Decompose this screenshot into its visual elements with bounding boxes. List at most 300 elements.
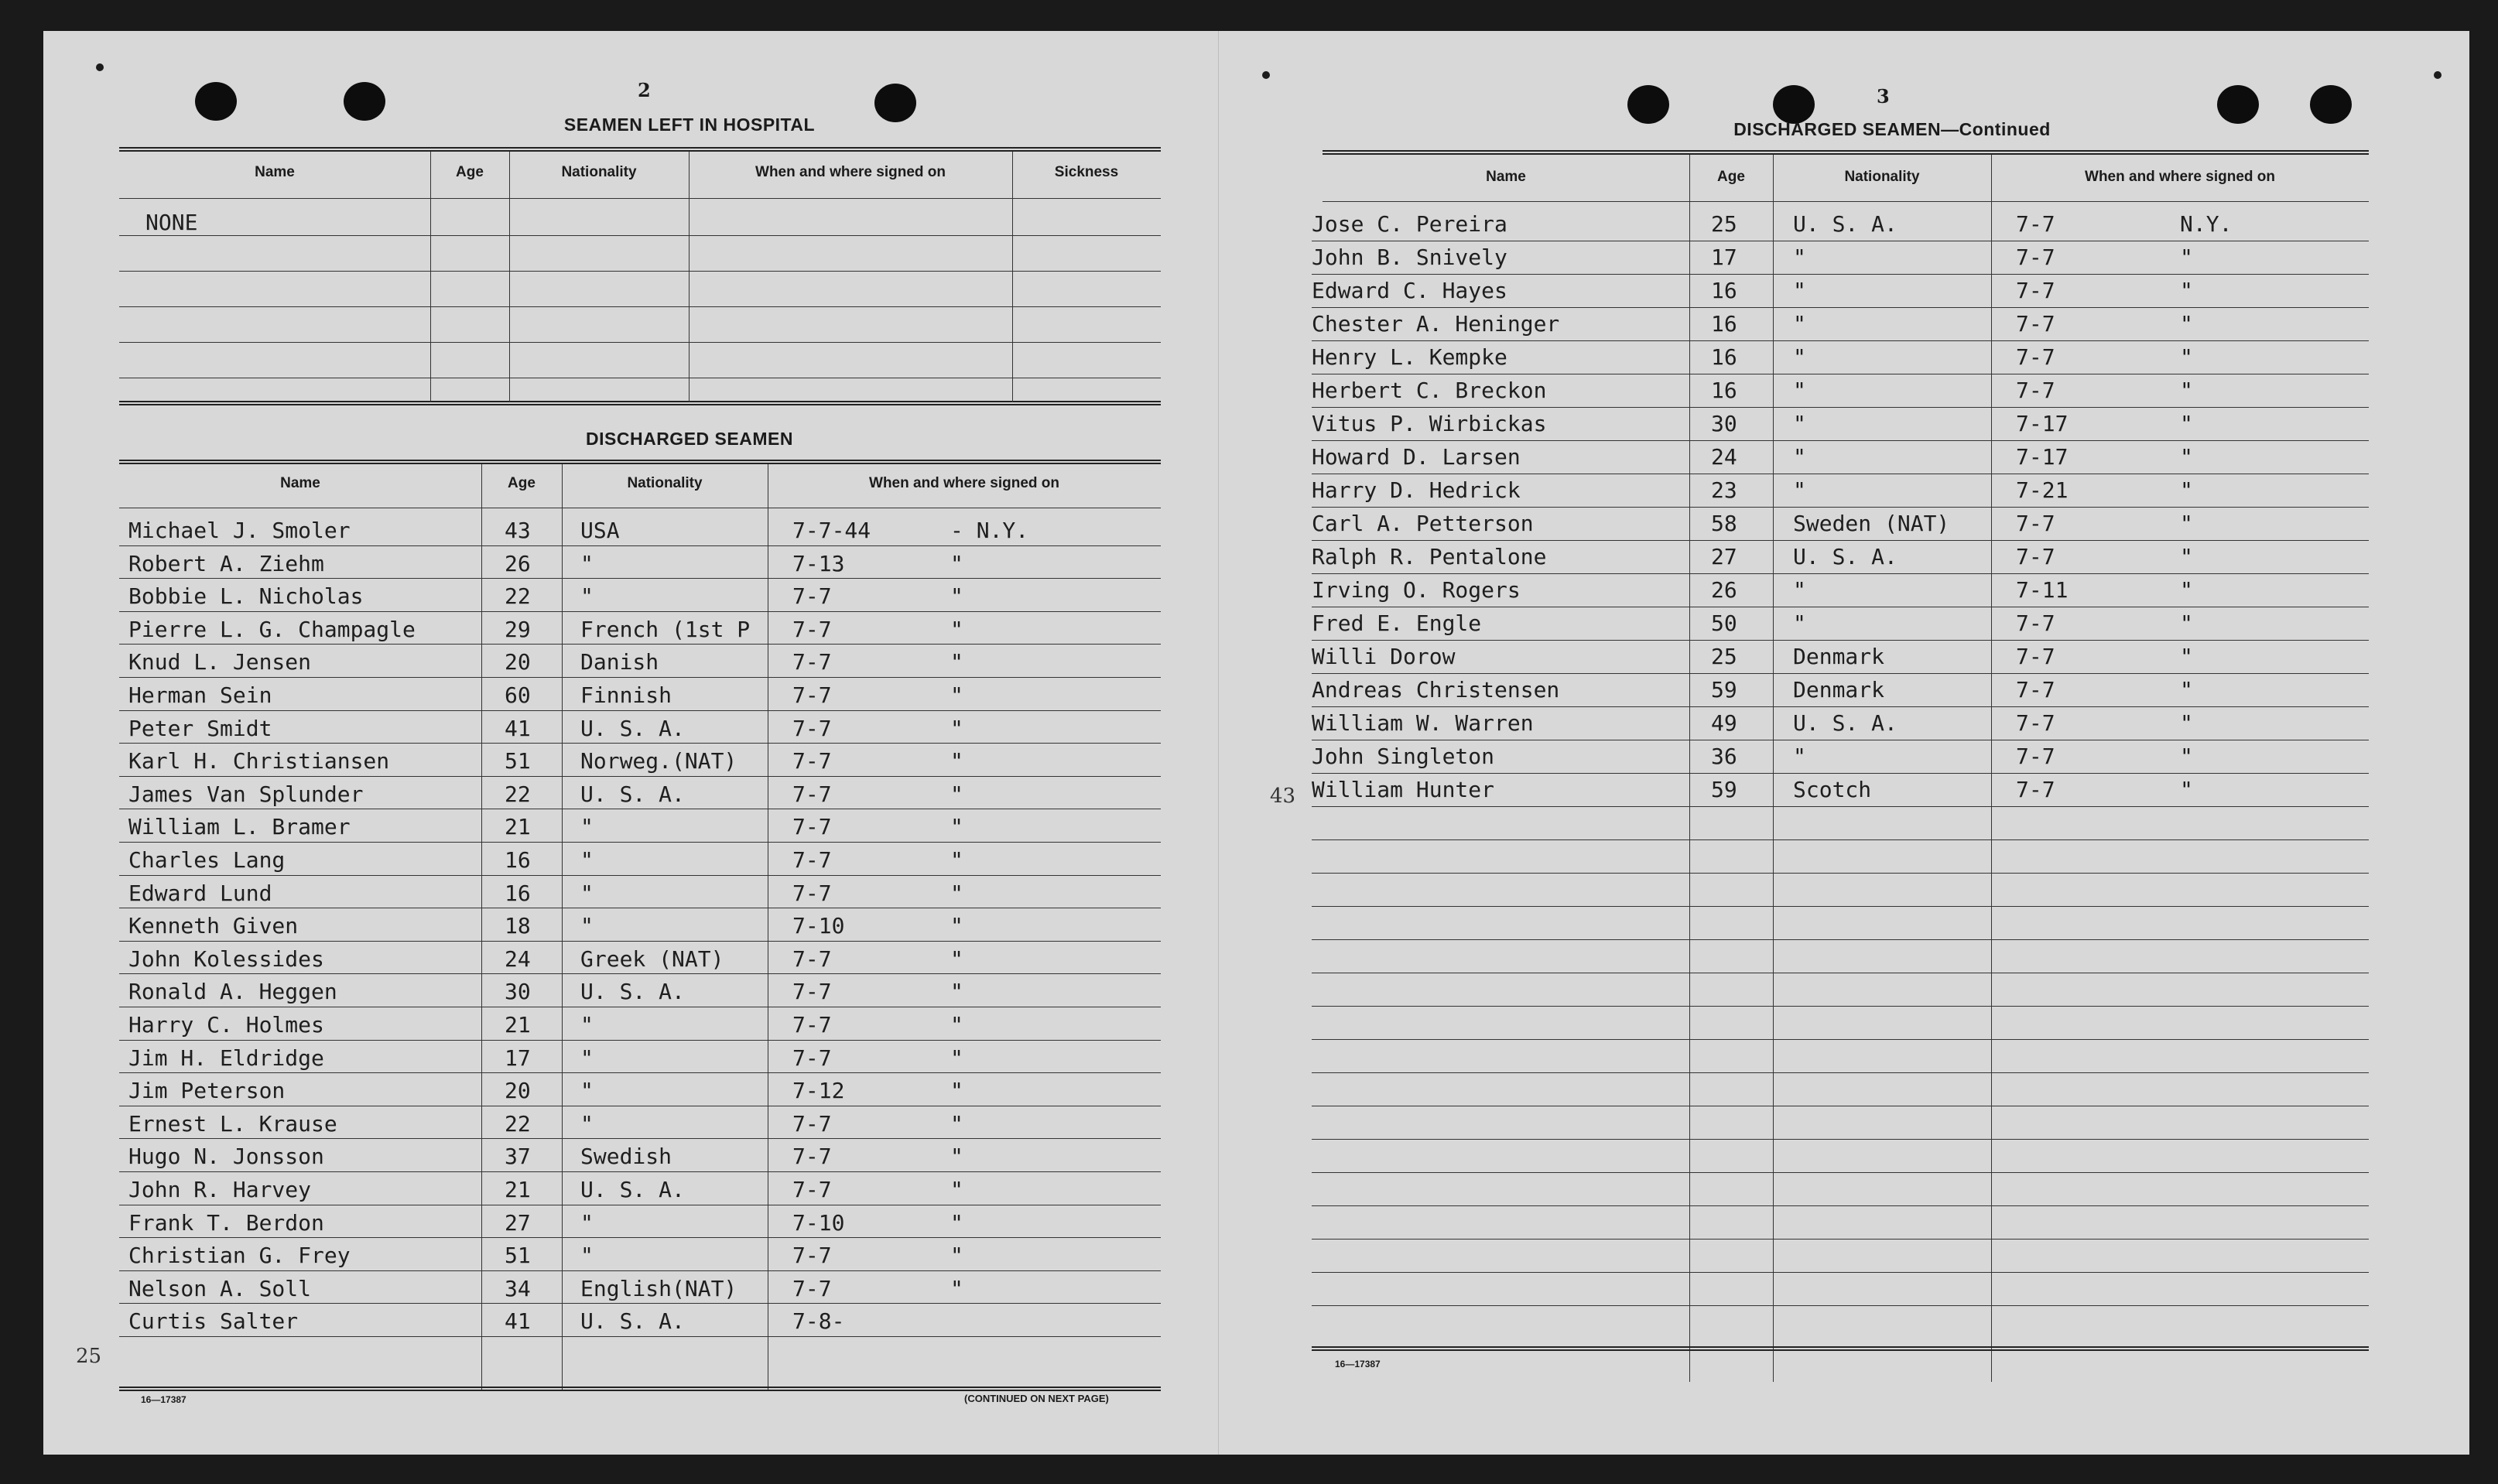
- cell-place: ": [950, 945, 963, 972]
- cell-name: Ronald A. Heggen: [128, 979, 337, 1005]
- cell-age: 29: [505, 616, 531, 642]
- punch-hole: [195, 82, 237, 121]
- cell-name: Curtis Salter: [128, 1308, 299, 1335]
- cell-age: 37: [505, 1144, 531, 1170]
- table-row-rule: [119, 842, 1161, 843]
- cell-name: Jose C. Pereira: [1312, 211, 1507, 237]
- cell-nationality: ": [1793, 311, 1806, 337]
- cell-nationality: Denmark: [1793, 677, 1885, 703]
- cell-name: Frank T. Berdon: [128, 1209, 324, 1236]
- cell-name: Christian G. Frey: [128, 1243, 351, 1269]
- cell-name: Knud L. Jensen: [128, 649, 312, 675]
- cell-name: Henry L. Kempke: [1312, 344, 1507, 370]
- punch-hole: [1627, 85, 1669, 124]
- column-divider: [1689, 155, 1690, 1382]
- column-divider: [1773, 155, 1774, 1382]
- cell-age: 21: [505, 1177, 531, 1202]
- cell-date: 7-7: [792, 616, 832, 642]
- table-row-rule: [1312, 673, 2369, 674]
- table-row-rule: [1312, 307, 2369, 308]
- table-row-rule: [119, 743, 1161, 744]
- cell-name: Howard D. Larsen: [1312, 444, 1521, 470]
- table-row-rule: [119, 644, 1161, 645]
- table-row-rule: [1312, 407, 2369, 408]
- cell-place: ": [2180, 744, 2193, 769]
- table-row-rule: [119, 1138, 1161, 1139]
- table-row-rule: [119, 1072, 1161, 1073]
- cell-name: Andreas Christensen: [1312, 677, 1560, 703]
- col-header-age: Age: [508, 475, 536, 491]
- col-header-nationality: Nationality: [627, 475, 703, 491]
- cell-date: 7-7: [792, 1243, 832, 1269]
- cell-date: 7-7: [2016, 744, 2055, 769]
- cell-name: John B. Snively: [1312, 244, 1507, 270]
- cell-nationality: Greek (NAT): [580, 945, 724, 972]
- cell-date: 7-7: [2016, 677, 2055, 703]
- cell-name: John Singleton: [1312, 744, 1495, 769]
- cell-date: 7-7: [2016, 710, 2055, 736]
- cell-name: Charles Lang: [128, 847, 286, 873]
- table-row-rule: [119, 875, 1161, 876]
- cell-date: 7-13: [792, 550, 845, 576]
- col-header-name: Name: [1486, 169, 1526, 185]
- table-row-rule: [1312, 573, 2369, 574]
- cell-date: 7-7: [792, 583, 832, 610]
- cell-nationality: ": [580, 913, 594, 939]
- cell-nationality: Swedish: [580, 1144, 672, 1170]
- cell-place: ": [950, 1209, 963, 1236]
- cell-nationality: Scotch: [1793, 777, 1872, 802]
- cell-date: 7-8-: [792, 1308, 845, 1335]
- cell-age: 22: [505, 583, 531, 610]
- cell-name: Kenneth Given: [128, 913, 299, 939]
- cell-place: ": [2180, 444, 2193, 470]
- cell-name: Chester A. Heninger: [1312, 311, 1560, 337]
- discharged-continued-title: DISCHARGED SEAMEN—Continued: [1733, 119, 2051, 139]
- cell-place: ": [950, 781, 963, 807]
- cell-name: Harry D. Hedrick: [1312, 477, 1521, 503]
- cell-date: 7-7: [792, 1275, 832, 1301]
- cell-place: ": [2180, 477, 2193, 503]
- cell-nationality: ": [580, 1078, 594, 1104]
- table-top-rule: [119, 147, 1161, 152]
- cell-place: ": [950, 1144, 963, 1170]
- cell-age: 23: [1711, 477, 1737, 503]
- page-number: 2: [638, 79, 651, 101]
- punch-hole: [344, 82, 385, 121]
- cell-date: 7-7: [792, 814, 832, 840]
- cell-nationality: ": [1793, 344, 1806, 370]
- cell-name: Jim H. Eldridge: [128, 1045, 324, 1071]
- cell-place: ": [950, 583, 963, 610]
- cell-date: 7-7: [792, 1177, 832, 1202]
- punch-hole: [2217, 85, 2259, 124]
- table-header-rule: [119, 198, 1161, 199]
- table-row-rule: [119, 611, 1161, 612]
- cell-place: ": [2180, 544, 2193, 569]
- cell-place: ": [2180, 710, 2193, 736]
- cell-age: 30: [1711, 411, 1737, 436]
- table-row-rule: [1312, 540, 2369, 541]
- cell-age: 27: [505, 1209, 531, 1236]
- cell-date: 7-17: [2016, 444, 2069, 470]
- cell-name: Harry C. Holmes: [128, 1012, 324, 1038]
- cell-date: 7-7: [792, 781, 832, 807]
- table-bottom-rule: [119, 401, 1161, 405]
- table-row-rule: [1312, 906, 2369, 907]
- cell-place: ": [950, 748, 963, 774]
- cell-nationality: Denmark: [1793, 644, 1885, 669]
- cell-name: Ernest L. Krause: [128, 1110, 337, 1137]
- column-divider: [1991, 155, 1992, 1382]
- cell-date: 7-7: [2016, 644, 2055, 669]
- cell-name: Hugo N. Jonsson: [128, 1144, 324, 1170]
- cell-date: 7-7: [792, 880, 832, 906]
- cell-nationality: ": [1793, 477, 1806, 503]
- cell-date: 7-10: [792, 1209, 845, 1236]
- form-number: 16—17387: [141, 1394, 186, 1405]
- cell-place: ": [2180, 577, 2193, 603]
- cell-nationality: U. S. A.: [1793, 211, 1897, 237]
- col-header-signed-on: When and where signed on: [869, 475, 1059, 491]
- cell-nationality: ": [580, 1012, 594, 1038]
- cell-date: 7-11: [2016, 577, 2069, 603]
- table-bottom-rule: [119, 1387, 1161, 1391]
- table-row-rule: [119, 1171, 1161, 1172]
- cell-nationality: U. S. A.: [1793, 544, 1897, 569]
- cell-age: 36: [1711, 744, 1737, 769]
- cell-age: 20: [505, 1078, 531, 1104]
- cell-date: 7-7: [792, 1110, 832, 1137]
- cell-age: 43: [505, 518, 531, 543]
- column-divider: [1012, 152, 1013, 402]
- cell-age: 16: [1711, 344, 1737, 370]
- table-row-rule: [1312, 1272, 2369, 1273]
- cell-name: Nelson A. Soll: [128, 1275, 312, 1301]
- cell-date: 7-7: [792, 1144, 832, 1170]
- table-row-rule: [1312, 939, 2369, 940]
- table-row-rule: [1312, 340, 2369, 341]
- cell-date: 7-7: [2016, 311, 2055, 337]
- cell-place: ": [950, 880, 963, 906]
- column-divider: [430, 152, 431, 402]
- table-row-rule: [119, 941, 1161, 942]
- cell-nationality: ": [1793, 577, 1806, 603]
- cell-age: 41: [505, 715, 531, 741]
- cell-date: 7-7: [792, 1045, 832, 1071]
- cell-nationality: English(NAT): [580, 1275, 737, 1301]
- col-header-nationality: Nationality: [1844, 169, 1920, 185]
- cell-name: Carl A. Petterson: [1312, 511, 1534, 536]
- cell-date: 7-7: [2016, 344, 2055, 370]
- cell-age: 22: [505, 1110, 531, 1137]
- speck: [2434, 71, 2442, 79]
- cell-nationality: ": [580, 880, 594, 906]
- cell-age: 27: [1711, 544, 1737, 569]
- col-header-sickness: Sickness: [1054, 164, 1119, 180]
- col-header-signed-on: When and where signed on: [755, 164, 946, 180]
- cell-nationality: USA: [580, 518, 620, 543]
- table-row-rule: [1312, 706, 2369, 707]
- column-divider: [509, 152, 510, 402]
- cell-name: William W. Warren: [1312, 710, 1534, 736]
- cell-place: ": [950, 1177, 963, 1202]
- table-row-rule: [119, 578, 1161, 579]
- cell-nationality: Sweden (NAT): [1793, 511, 1950, 536]
- cell-name: Willi Dorow: [1312, 644, 1456, 669]
- margin-count: 43: [1270, 785, 1296, 808]
- table-row-rule: [119, 1040, 1161, 1041]
- table-row-rule: [1312, 773, 2369, 774]
- cell-age: 17: [1711, 244, 1737, 270]
- cell-name: Pierre L. G. Champagle: [128, 616, 416, 642]
- table-row-rule: [1312, 1072, 2369, 1073]
- cell-place: ": [2180, 511, 2193, 536]
- cell-place: ": [950, 1243, 963, 1269]
- cell-name: William L. Bramer: [128, 814, 351, 840]
- cell-date: 7-7: [2016, 610, 2055, 636]
- cell-age: 16: [1711, 378, 1737, 403]
- cell-nationality: U. S. A.: [580, 979, 685, 1005]
- cell-place: ": [2180, 411, 2193, 436]
- speck: [1262, 71, 1270, 79]
- cell-age: 60: [505, 682, 531, 708]
- cell-date: 7-7: [792, 847, 832, 873]
- cell-age: 16: [1711, 278, 1737, 303]
- table-row-rule: [1312, 839, 2369, 840]
- cell-nationality: Norweg.(NAT): [580, 748, 737, 774]
- cell-nationality: ": [580, 1045, 594, 1071]
- cell-name: James Van Splunder: [128, 781, 364, 807]
- cell-name: William Hunter: [1312, 777, 1495, 802]
- cell-date: 7-7: [792, 979, 832, 1005]
- col-header-nationality: Nationality: [561, 164, 637, 180]
- cell-place: ": [950, 715, 963, 741]
- cell-nationality: Finnish: [580, 682, 672, 708]
- cell-place: ": [950, 1012, 963, 1038]
- cell-date: 7-10: [792, 913, 845, 939]
- cell-date: 7-7: [2016, 211, 2055, 237]
- cell-date: 7-12: [792, 1078, 845, 1104]
- cell-place: ": [2180, 344, 2193, 370]
- cell-name: Herbert C. Breckon: [1312, 378, 1547, 403]
- cell-nationality: ": [1793, 744, 1806, 769]
- cell-place: ": [950, 1078, 963, 1104]
- cell-date: 7-17: [2016, 411, 2069, 436]
- cell-place: ": [2180, 610, 2193, 636]
- cell-place: ": [2180, 644, 2193, 669]
- cell-date: 7-7: [792, 682, 832, 708]
- cell-date: 7-7: [792, 748, 832, 774]
- column-divider: [689, 152, 690, 402]
- cell-age: 41: [505, 1308, 531, 1335]
- cell-age: 16: [505, 847, 531, 873]
- cell-nationality: ": [1793, 610, 1806, 636]
- cell-age: 26: [505, 550, 531, 576]
- table-row-rule: [119, 1237, 1161, 1238]
- cell-nationality: ": [580, 1243, 594, 1269]
- cell-place: ": [2180, 311, 2193, 337]
- table-row-rule: [119, 677, 1161, 678]
- cell-date: 7-7: [2016, 278, 2055, 303]
- cell-age: 16: [505, 880, 531, 906]
- table-row-rule: [1312, 1039, 2369, 1040]
- cell-name: Edward C. Hayes: [1312, 278, 1507, 303]
- cell-age: 21: [505, 814, 531, 840]
- cell-nationality: U. S. A.: [580, 1177, 685, 1202]
- cell-place: ": [950, 1045, 963, 1071]
- cell-name: Irving O. Rogers: [1312, 577, 1521, 603]
- left-page: [43, 31, 1218, 1455]
- table-row-rule: [119, 973, 1161, 974]
- cell-age: 59: [1711, 777, 1737, 802]
- cell-nationality: ": [580, 847, 594, 873]
- cell-place: ": [950, 847, 963, 873]
- cell-age: 25: [1711, 644, 1737, 669]
- table-row-rule: [119, 235, 1161, 236]
- cell-nationality: French (1st P: [580, 616, 751, 642]
- cell-place: - N.Y.: [950, 518, 1029, 543]
- col-header-name: Name: [280, 475, 320, 491]
- cell-place: ": [2180, 244, 2193, 270]
- cell-nationality: ": [1793, 378, 1806, 403]
- cell-name: Jim Peterson: [128, 1078, 286, 1104]
- table-row-rule: [1312, 1172, 2369, 1173]
- cell-age: 34: [505, 1275, 531, 1301]
- cell-nationality: ": [1793, 244, 1806, 270]
- table-row-rule: [119, 545, 1161, 546]
- table-row-rule: [1312, 806, 2369, 807]
- speck: [96, 63, 104, 71]
- cell-nationality: ": [1793, 411, 1806, 436]
- cell-nationality: ": [580, 814, 594, 840]
- cell-name: Vitus P. Wirbickas: [1312, 411, 1547, 436]
- cell-place: ": [950, 649, 963, 675]
- cell-date: 7-7: [792, 715, 832, 741]
- cell-age: 26: [1711, 577, 1737, 603]
- cell-place: ": [950, 913, 963, 939]
- table-row-rule: [119, 710, 1161, 711]
- cell-age: 25: [1711, 211, 1737, 237]
- table-top-rule: [119, 460, 1161, 464]
- page-number: 3: [1877, 85, 1890, 108]
- table-row-rule: [119, 1303, 1161, 1304]
- cell-place: ": [950, 814, 963, 840]
- cell-date: 7-7: [2016, 544, 2055, 569]
- continued-note: (CONTINUED ON NEXT PAGE): [964, 1393, 1109, 1404]
- table-row-rule: [1312, 507, 2369, 508]
- cell-place: ": [950, 550, 963, 576]
- cell-place: ": [2180, 378, 2193, 403]
- cell-nationality: U. S. A.: [580, 1308, 685, 1335]
- cell-name: Ralph R. Pentalone: [1312, 544, 1547, 569]
- cell-name: Fred E. Engle: [1312, 610, 1482, 636]
- discharged-section-title: DISCHARGED SEAMEN: [586, 429, 793, 449]
- cell-date: 7-7: [792, 649, 832, 675]
- cell-name: Karl H. Christiansen: [128, 748, 390, 774]
- cell-place: N.Y.: [2180, 211, 2233, 237]
- table-row-rule: [1312, 440, 2369, 441]
- table-row-rule: [1312, 640, 2369, 641]
- cell-age: 21: [505, 1012, 531, 1038]
- table-top-rule: [1323, 150, 2369, 155]
- table-row-rule: [119, 271, 1161, 272]
- margin-count: 25: [76, 1345, 102, 1368]
- cell-place: ": [950, 682, 963, 708]
- cell-age: 51: [505, 748, 531, 774]
- table-row-rule: [119, 1270, 1161, 1271]
- cell-date: 7-7-44: [792, 518, 871, 543]
- cell-age: 30: [505, 979, 531, 1005]
- cell-place: ": [2180, 278, 2193, 303]
- cell-age: 50: [1711, 610, 1737, 636]
- hospital-entry: NONE: [145, 210, 198, 235]
- cell-nationality: Danish: [580, 649, 659, 675]
- col-header-age: Age: [456, 164, 484, 180]
- cell-nationality: ": [580, 550, 594, 576]
- column-divider: [481, 464, 482, 1390]
- cell-name: Michael J. Smoler: [128, 518, 351, 543]
- cell-nationality: ": [580, 1209, 594, 1236]
- table-row-rule: [1312, 274, 2369, 275]
- table-row-rule: [1312, 1139, 2369, 1140]
- cell-age: 16: [1711, 311, 1737, 337]
- cell-nationality: ": [1793, 444, 1806, 470]
- cell-name: Peter Smidt: [128, 715, 272, 741]
- col-header-age: Age: [1717, 169, 1745, 185]
- cell-place: ": [950, 616, 963, 642]
- punch-hole: [2310, 85, 2352, 124]
- cell-name: John R. Harvey: [128, 1177, 312, 1202]
- form-number: 16—17387: [1335, 1359, 1381, 1369]
- cell-place: ": [950, 979, 963, 1005]
- cell-nationality: ": [580, 583, 594, 610]
- cell-place: ": [950, 1275, 963, 1301]
- table-row-rule: [1312, 873, 2369, 874]
- col-header-signed-on: When and where signed on: [2085, 169, 2275, 185]
- cell-date: 7-21: [2016, 477, 2069, 503]
- cell-name: Herman Sein: [128, 682, 272, 708]
- cell-nationality: ": [580, 1110, 594, 1137]
- cell-date: 7-7: [792, 945, 832, 972]
- cell-age: 51: [505, 1243, 531, 1269]
- cell-age: 49: [1711, 710, 1737, 736]
- cell-nationality: U. S. A.: [1793, 710, 1897, 736]
- cell-name: Robert A. Ziehm: [128, 550, 324, 576]
- cell-age: 20: [505, 649, 531, 675]
- cell-date: 7-7: [2016, 378, 2055, 403]
- cell-age: 24: [1711, 444, 1737, 470]
- cell-name: Bobbie L. Nicholas: [128, 583, 364, 610]
- cell-age: 24: [505, 945, 531, 972]
- cell-age: 22: [505, 781, 531, 807]
- cell-place: ": [950, 1110, 963, 1137]
- cell-date: 7-7: [2016, 777, 2055, 802]
- cell-date: 7-7: [2016, 244, 2055, 270]
- cell-age: 18: [505, 913, 531, 939]
- table-row-rule: [119, 306, 1161, 307]
- cell-place: ": [2180, 777, 2193, 802]
- table-row-rule: [1312, 1006, 2369, 1007]
- table-row-rule: [1312, 1239, 2369, 1240]
- cell-nationality: ": [1793, 278, 1806, 303]
- table-row-rule: [1312, 1305, 2369, 1306]
- table-row-rule: [1312, 1205, 2369, 1206]
- cell-place: ": [2180, 677, 2193, 703]
- cell-nationality: U. S. A.: [580, 715, 685, 741]
- table-row-rule: [119, 1336, 1161, 1337]
- cell-date: 7-7: [2016, 511, 2055, 536]
